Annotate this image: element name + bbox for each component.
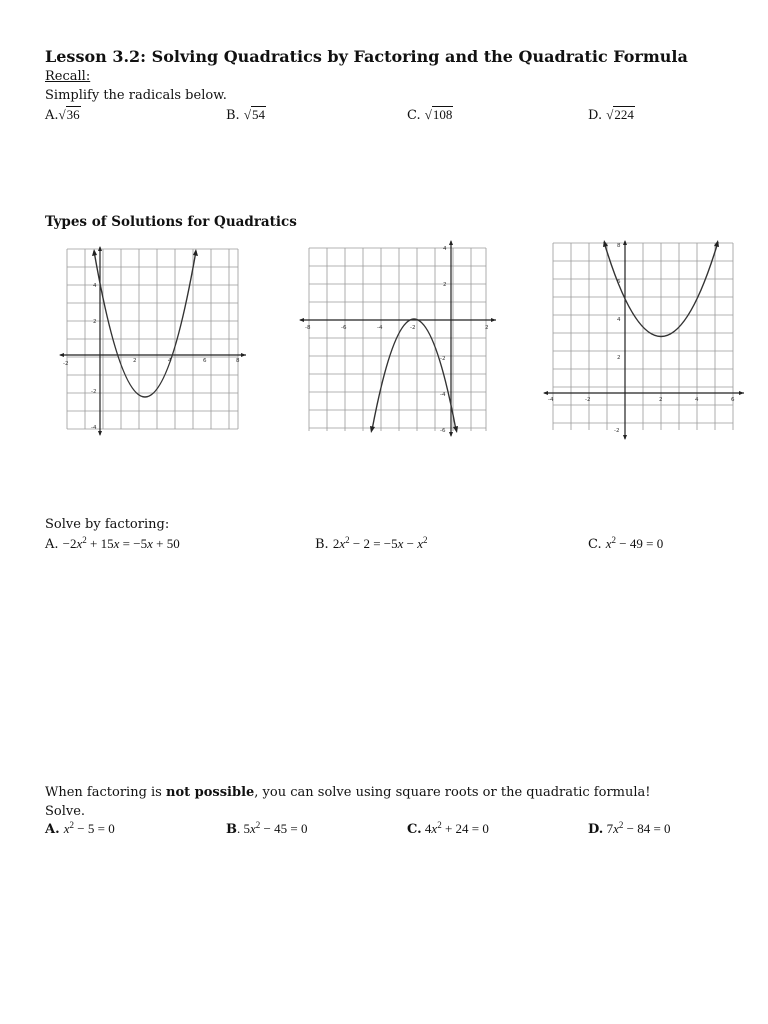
intro-text: , you can solve using square roots or the quadratic formula! xyxy=(254,785,651,800)
tick-label: -2 xyxy=(91,389,97,395)
tick-label: 4 xyxy=(168,358,172,364)
tick-label: 4 xyxy=(93,283,97,289)
tick-label: -2 xyxy=(63,361,69,367)
tick-label: -4 xyxy=(377,325,383,331)
equation: $x^2 - 5 = 0$ xyxy=(63,820,115,836)
tick-label: -4 xyxy=(91,425,97,431)
formula-problem-c xyxy=(407,821,489,837)
tick-label: 2 xyxy=(93,319,97,325)
radical-a: A.√36 xyxy=(45,107,80,123)
x-axis-arrow xyxy=(543,391,548,395)
radical-d: D. √224 xyxy=(588,107,634,123)
problem-letter: D. xyxy=(588,822,604,837)
problem-letter: C. xyxy=(407,822,422,837)
grid xyxy=(553,243,733,430)
tick-label: 2 xyxy=(443,282,447,288)
y-axis-arrow xyxy=(98,431,102,436)
radicand: 224 xyxy=(614,107,634,122)
curve-arrow xyxy=(92,249,97,256)
tick-label: -4 xyxy=(548,397,554,403)
tick-label: 8 xyxy=(617,243,621,249)
tick-label: 2 xyxy=(659,397,663,403)
grid xyxy=(67,249,238,429)
tick-label: 4 xyxy=(443,246,447,252)
y-axis-arrow xyxy=(98,246,102,251)
radical-letter: C. xyxy=(407,108,421,123)
x-axis-arrow xyxy=(59,353,64,357)
page-title: Lesson 3.2: Solving Quadratics by Factoring and the Quadratic Formula xyxy=(45,47,688,66)
equation: $7x^2 - 84 = 0$ xyxy=(603,820,671,836)
y-axis-arrow xyxy=(623,240,627,245)
equation: $x^2 - 49 = 0$ xyxy=(605,535,664,551)
formula-intro xyxy=(45,785,651,800)
factoring-instruction: Solve by factoring: xyxy=(45,517,170,532)
radical-c: C. √108 xyxy=(407,107,453,123)
radical-b: B. √54 xyxy=(226,107,265,123)
types-heading: Types of Solutions for Quadratics xyxy=(45,214,297,230)
radicand: 54 xyxy=(251,107,265,122)
tick-label: -4 xyxy=(440,392,446,398)
equation: . $5x^2 - 45 = 0$ xyxy=(237,820,308,836)
graph-no-real-roots xyxy=(541,238,747,442)
problem-letter: B xyxy=(226,822,237,837)
intro-emphasis: not possible xyxy=(166,785,255,800)
curve-arrow xyxy=(453,426,458,433)
x-axis-arrow xyxy=(739,391,744,395)
tick-label: 6 xyxy=(731,397,735,403)
tick-label: -2 xyxy=(440,356,446,362)
tick-label: -6 xyxy=(341,325,347,331)
formula-problem-d xyxy=(588,821,671,837)
radical-letter: A. xyxy=(45,108,59,123)
tick-label: 2 xyxy=(133,358,137,364)
radical-letter: B. xyxy=(226,108,240,123)
curve-arrow xyxy=(193,249,198,256)
tick-label: 2 xyxy=(617,355,621,361)
graph-one-real-root xyxy=(297,238,499,438)
equation: $4x^2 + 24 = 0$ xyxy=(421,820,489,836)
radicand: 36 xyxy=(66,107,80,122)
graph-two-real-roots xyxy=(58,243,250,437)
x-axis-arrow xyxy=(491,318,496,322)
recall-label: Recall: xyxy=(45,69,91,84)
grid xyxy=(309,248,486,431)
problem-letter: A. xyxy=(45,537,59,552)
solve-label: Solve. xyxy=(45,804,86,819)
equation: $-2x^2 + 15x = -5x + 50$ xyxy=(62,535,180,551)
problem-letter: B. xyxy=(315,537,329,552)
simplify-instruction: Simplify the radicals below. xyxy=(45,88,227,103)
equation: $2x^2 - 2 = -5x - x^2$ xyxy=(332,535,428,551)
problem-letter: C. xyxy=(588,537,602,552)
problem-letter: A. xyxy=(45,822,60,837)
curve-arrow xyxy=(370,426,375,433)
x-axis-arrow xyxy=(299,318,304,322)
tick-label: -2 xyxy=(410,325,416,331)
tick-label: 4 xyxy=(695,397,699,403)
y-axis-arrow xyxy=(449,240,453,245)
intro-text: When factoring is xyxy=(45,785,166,800)
factoring-problem-b xyxy=(315,536,428,552)
formula-problem-a xyxy=(45,821,115,837)
y-axis-arrow xyxy=(449,432,453,437)
tick-label: 8 xyxy=(236,358,240,364)
factoring-problem-c xyxy=(588,536,663,552)
tick-label: -6 xyxy=(440,428,446,434)
tick-label: 6 xyxy=(203,358,207,364)
x-axis-arrow xyxy=(241,353,246,357)
radicand: 108 xyxy=(432,107,453,122)
tick-label: -2 xyxy=(614,428,620,434)
factoring-problem-a xyxy=(45,536,180,552)
tick-label: -2 xyxy=(585,397,591,403)
tick-label: 4 xyxy=(617,317,621,323)
parabola-curve xyxy=(372,319,456,430)
tick-label: 2 xyxy=(485,325,489,331)
tick-label: 6 xyxy=(617,279,621,285)
radical-letter: D. xyxy=(588,108,603,123)
formula-problem-b xyxy=(226,821,307,837)
y-axis-arrow xyxy=(623,435,627,440)
tick-label: -8 xyxy=(305,325,311,331)
